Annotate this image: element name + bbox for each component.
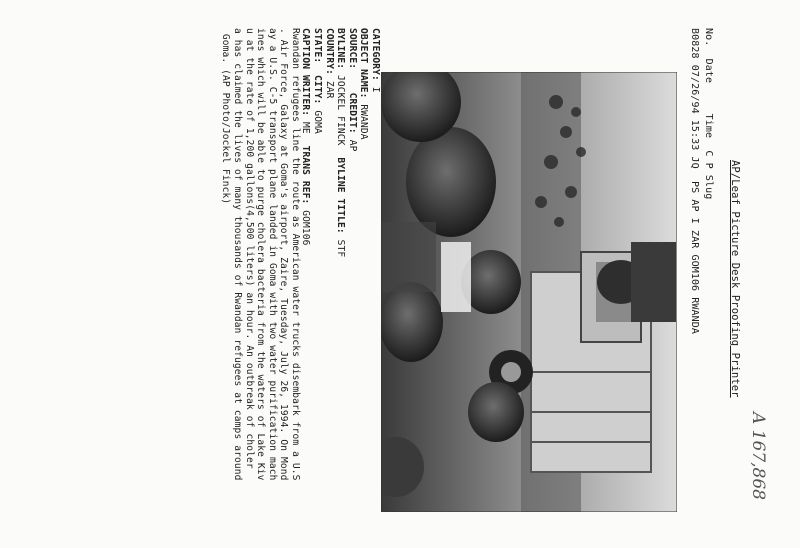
trans-ref-value: GOM106 bbox=[300, 210, 312, 246]
caption-writer-label: CAPTION WRITER: bbox=[300, 28, 312, 117]
object-name-label: OBJECT NAME: bbox=[358, 28, 370, 99]
caption-writer-value: ME bbox=[300, 122, 312, 134]
city-value: GOMA bbox=[312, 110, 324, 134]
header-slug-line: B0828 07/26/94 15:33 JQ PS AP I ZAR GOM106 RWANDA bbox=[689, 28, 700, 335]
byline-title-label: BYLINE TITLE: bbox=[335, 157, 347, 234]
caption-text bbox=[220, 28, 301, 480]
object-name-value: RWANDA bbox=[358, 104, 370, 140]
byline-title-value: STF bbox=[335, 239, 347, 258]
country-value: ZAR bbox=[323, 80, 335, 99]
credit-label: CREDIT: bbox=[346, 92, 358, 134]
caption-line: ay a U.S. C-5 transport plane landed in Goma with two water purification mach bbox=[266, 28, 278, 481]
caption-line: ines which will be able to purge cholera bacteria from the waters of Lake Kiv bbox=[255, 28, 267, 481]
state-label: STATE: bbox=[312, 28, 324, 64]
source-label: SOURCE: bbox=[346, 28, 358, 70]
byline-value: JOCKEL FINCK bbox=[335, 75, 347, 146]
trans-ref-label: TRANS REF: bbox=[300, 145, 312, 205]
city-label: CITY: bbox=[312, 75, 324, 105]
category-value: I bbox=[370, 86, 381, 93]
photo-image bbox=[381, 72, 677, 512]
metadata-block bbox=[300, 28, 381, 257]
photo-illustration bbox=[381, 72, 677, 512]
caption-line: a has claimed the lives of many thousands of Rwandan refugees at camps around bbox=[232, 28, 244, 481]
credit-value: AP bbox=[346, 139, 358, 152]
caption-line: u at the rate of 1,200 gallons(4,500 liters) an hour. An outbreak of choler bbox=[243, 28, 255, 469]
country-label: COUNTRY: bbox=[323, 28, 335, 76]
caption-line: . Air Force, Galaxy at Goma's airport, Zaire, Tuesday, July 26, 1994. On Mond bbox=[278, 28, 290, 481]
handwritten-number: A 167,868 bbox=[748, 412, 768, 500]
caption-line: Rwandan refugees line the route as American water trucks disembark from a U.S bbox=[290, 28, 301, 481]
caption-line: Goma. (AP Photo/Jockel Finck) bbox=[220, 28, 232, 205]
byline-label: BYLINE: bbox=[335, 28, 347, 70]
header-title: AP/Leaf Picture Desk Proofing Printer bbox=[729, 160, 741, 398]
category-label: CATEGORY: bbox=[370, 28, 381, 81]
header-columns: No. Date Time C P Slug bbox=[703, 28, 714, 200]
